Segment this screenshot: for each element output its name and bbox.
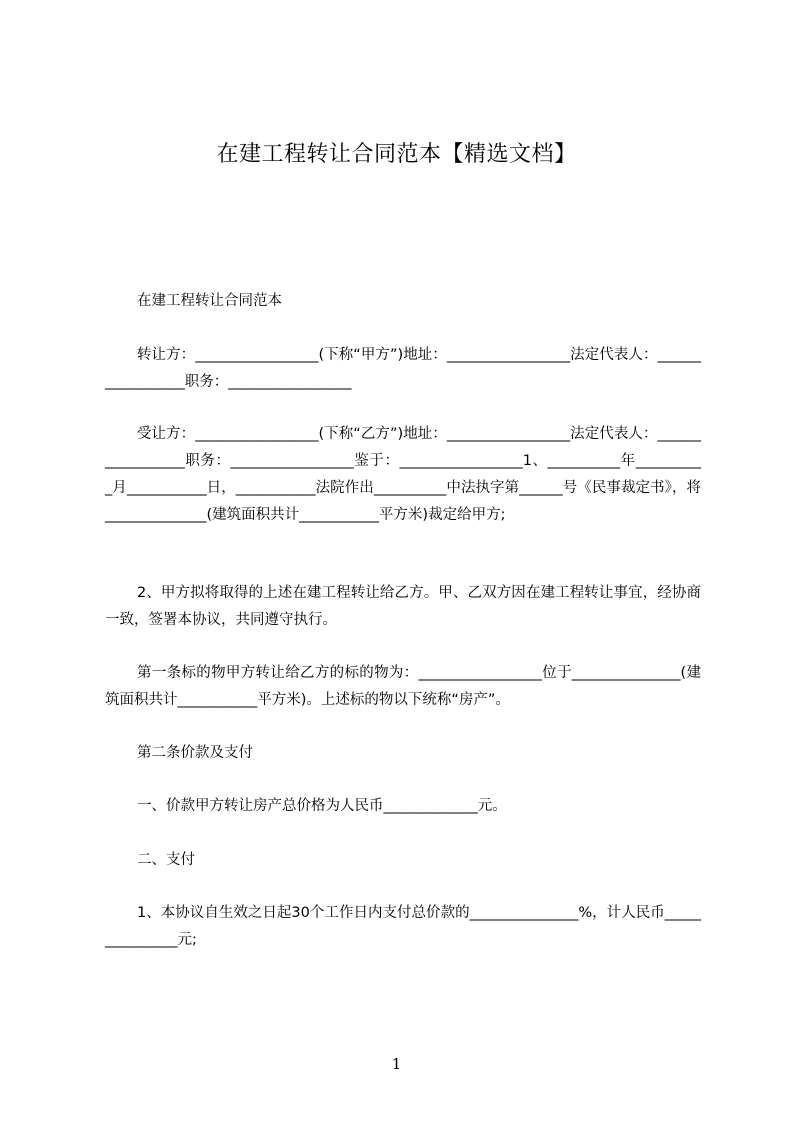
article-two-heading: 第二条价款及支付 [137,745,253,761]
page-title: 在建工程转让合同范本【精选文档】 [216,142,577,167]
payment-item-one-paragraph: 1、本协议自生效之日起30个工作日内支付总价款的_______________%，计人民币_______________元; [105,905,701,948]
price-paragraph: 一、价款甲方转让房产总价格为人民币_____________元。 [137,798,507,814]
transferee-paragraph: 受让方：_________________(下称“乙方”)地址：_________________法定代表人：_________________职务：_________________鉴于：_________________1、__________年__________月___________日，___________法院作出__________中法执字第______号《民事裁定书》，将______________(建筑面积共计___________平方米)裁定给甲方; [105,426,701,523]
contract-heading: 在建工程转让合同范本 [137,293,282,309]
transferor-paragraph: 转让方：_________________(下称“甲方”)地址：_________________法定代表人：_________________职务：_________________ [105,347,701,390]
payment-heading: 二、支付 [137,852,195,868]
article-one-paragraph: 第一条标的物甲方转让给乙方的标的物为：_________________位于_______________(建筑面积共计___________平方米)。上述标的物以下统称“房产”。 [105,665,701,708]
page-number: 1 [391,1055,402,1073]
transfer-purpose-paragraph: 2、甲方拟将取得的上述在建工程转让给乙方。甲、乙双方因在建工程转让事宜，经协商一致，签署本协议，共同遵守执行。 [105,585,701,628]
